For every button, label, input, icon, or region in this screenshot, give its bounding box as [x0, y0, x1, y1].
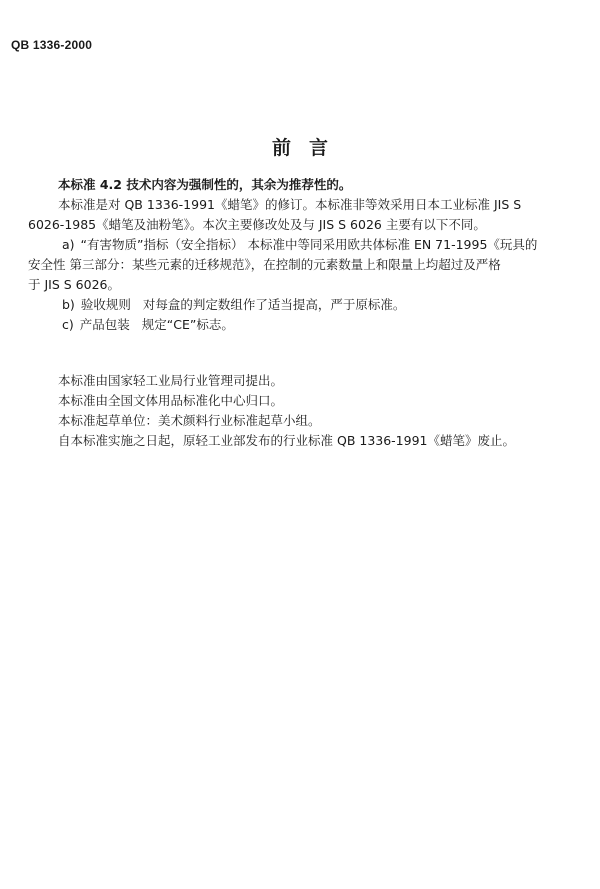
closing-administrator: 本标准由全国文体用品标准化中心归口。 — [58, 393, 284, 408]
paragraph-revision-line-1: 本标准是对 QB 1336-1991《蜡笔》的修订。本标准非等效采用日本工业标准 JIS S — [58, 197, 522, 212]
list-item-label: b) — [62, 297, 75, 312]
closing-supersede-note: 自本标准实施之日起，原轻工业部发布的行业标准 QB 1336-1991《蜡笔》废止。 — [58, 433, 515, 448]
list-item-text: “有害物质”指标（安全指标） 本标准中等同采用欧共体标准 EN 71-1995《玩具的 — [80, 237, 538, 252]
closing-proposer: 本标准由国家轻工业局行业管理司提出。 — [58, 373, 284, 388]
list-item-head: 产品包装 — [79, 317, 130, 332]
list-item-c — [58, 315, 578, 335]
list-item-head: 验收规则 — [80, 297, 131, 312]
document-body — [28, 175, 578, 451]
list-item-b — [58, 295, 578, 315]
list-item-text: 规定“CE”标志。 — [141, 317, 234, 332]
document-code: QB 1336-2000 — [11, 38, 93, 52]
list-item-a-line-2: 安全性 第三部分：某些元素的迁移规范》，在控制的元素数量上和限量上均超过及严格 — [28, 257, 501, 272]
list-item-label: c) — [62, 317, 74, 332]
list-item-label: a) — [62, 237, 75, 252]
list-item-text: 对每盒的判定数组作了适当提高，严于原标准。 — [142, 297, 406, 312]
paragraph-mandatory-note: 本标准 4.2 技术内容为强制性的，其余为推荐性的。 — [58, 177, 352, 192]
closing-drafter: 本标准起草单位：美术颜料行业标准起草小组。 — [58, 413, 321, 428]
page-title: 前言 — [271, 137, 346, 159]
list-item-a-line-3: 于 JIS S 6026。 — [28, 277, 120, 292]
paragraph-revision-line-2: 6026-1985《蜡笔及油粉笔》。本次主要修改处及与 JIS S 6026 主要有以下不同。 — [28, 217, 486, 232]
list-item-a — [58, 235, 578, 255]
